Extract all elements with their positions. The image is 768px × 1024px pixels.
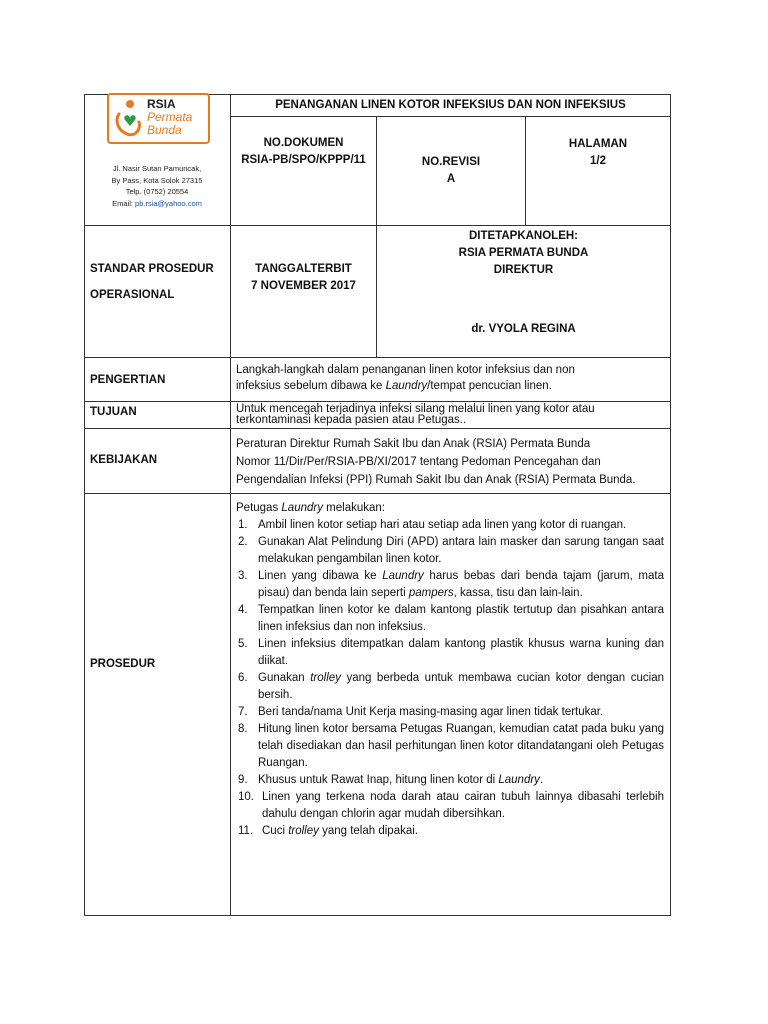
table-border (84, 493, 671, 494)
step-text: Gunakan (258, 672, 311, 684)
issue-date-cell (231, 261, 376, 295)
address-phone: Telp. (0752) 20554 (125, 187, 189, 196)
procedure-step (236, 704, 664, 721)
step-text: , kassa, tisu dan lain-lain. (453, 587, 583, 599)
address-line: By Pass, Kota Solok 27315 (111, 175, 203, 185)
text-emphasis: trolley (310, 672, 341, 684)
document-title: PENANGANAN LINEN KOTOR INFEKSIUS DAN NON INFEKSIUS (275, 99, 626, 111)
sop-label-line: OPERASIONAL (90, 289, 175, 301)
procedure-step (236, 823, 664, 840)
step-number: 4. (238, 604, 248, 616)
tujuan-line: terkontaminasi kepada pasien atau Petugas.. (236, 414, 467, 426)
text-emphasis: Laundry (382, 570, 424, 582)
table-border (84, 225, 671, 226)
address-line: Jl. Nasir Sutan Pamuncak, (112, 164, 202, 173)
kebijakan-line: Peraturan Direktur Rumah Sakit Ibu dan Anak (RSIA) Permata Bunda (236, 438, 591, 450)
doc-number-label: NO.DOKUMEN (263, 137, 344, 149)
procedure-step (236, 534, 664, 568)
approved-name: dr. VYOLA REGINA (471, 323, 576, 335)
procedure-step (236, 789, 664, 823)
logo-permata-text: Permata (147, 110, 193, 124)
tujuan-label: TUJUAN (90, 406, 137, 418)
text-span: /tempat pencucian linen. (427, 380, 552, 392)
logo-rsia-text: RSIA (147, 97, 176, 111)
step-text: yang berbeda untuk membawa cucian kotor dengan cucian bersih. (258, 672, 664, 701)
step-text: Tempatkan linen kotor ke dalam kantong plastik tertutup dan pisahkan antara linen infeksius dan non infeksius. (258, 604, 664, 633)
step-number: 3. (238, 570, 248, 582)
step-text: Gunakan Alat Pelindung Diri (APD) antara lain masker dan sarung tangan saat melakukan pengambilan linen kotor. (258, 536, 664, 565)
pengertian-line (236, 378, 664, 394)
procedure-step (236, 721, 664, 772)
table-border-bottom (84, 915, 671, 916)
approved-role: DIREKTUR (493, 264, 554, 276)
kebijakan-line: Nomor 11/Dir/Per/RSIA-PB/XI/2017 tentang Pedoman Pencegahan dan (236, 456, 601, 468)
step-text: yang telah dipakai. (318, 825, 418, 837)
sop-label-line: STANDAR PROSEDUR (90, 263, 214, 275)
text-emphasis: Laundry (281, 502, 323, 514)
procedure-step (236, 772, 664, 789)
step-text: harus bebas dari benda tajam (jarum, mata pisau) dan benda lain seperti (258, 570, 664, 599)
approved-by-label: DITETAPKANOLEH: (468, 230, 579, 242)
table-border-left (84, 94, 85, 916)
pengertian-label: PENGERTIAN (90, 374, 166, 386)
table-border (230, 94, 231, 916)
pengertian-text (236, 362, 664, 394)
table-border (84, 357, 671, 358)
table-border (84, 428, 671, 429)
step-text: Beri tanda/nama Unit Kerja masing-masing agar linen tidak tertukar. (258, 706, 604, 718)
step-number: 7. (238, 706, 248, 718)
step-text: Khusus untuk Rawat Inap, hitung linen kotor di (258, 774, 499, 786)
revision-cell (377, 154, 525, 188)
email-label: Email: (112, 198, 136, 208)
table-border (230, 116, 671, 117)
tujuan-text (236, 404, 664, 426)
step-text: . (539, 774, 544, 786)
issue-date-label: TANGGALTERBIT (255, 263, 352, 275)
text-emphasis: Laundry (498, 774, 540, 786)
sop-label (90, 261, 228, 304)
step-number: 8. (238, 723, 248, 735)
procedure-step (236, 602, 664, 636)
kebijakan-text (236, 435, 664, 489)
doc-number-cell (231, 135, 376, 169)
step-text: Linen yang dibawa ke (258, 570, 383, 582)
procedure-step (236, 636, 664, 670)
text-emphasis: Laundry (385, 380, 428, 392)
step-text: Linen yang terkena noda darah atau cairan tubuh lainnya dibasahi terlebih dahulu dengan chlorin agar mudah dibersihkan. (262, 791, 664, 820)
step-number: 11. (238, 825, 254, 837)
logo-bunda-text: Bunda (147, 123, 182, 137)
step-text: Cuci (262, 825, 289, 837)
page-value: 1/2 (590, 155, 606, 167)
text-span: melakukan: (322, 502, 385, 514)
revision-label: NO.REVISI (421, 156, 481, 168)
prosedur-label: PROSEDUR (90, 658, 156, 670)
step-number: 2. (238, 536, 248, 548)
table-border (525, 116, 526, 226)
tujuan-line: Untuk mencegah terjadinya infeksi silang melalui linen yang kotor atau (236, 403, 595, 415)
kebijakan-line: Pengendalian Infeksi (PPI) Rumah Sakit Ibu dan Anak (RSIA) Permata Bunda. (236, 474, 636, 486)
hospital-logo (107, 93, 210, 144)
step-number: 9. (238, 774, 248, 786)
procedure-steps (236, 517, 664, 840)
step-number: 1. (238, 519, 248, 531)
step-number: 10. (238, 791, 254, 803)
pengertian-line: Langkah-langkah dalam penanganan linen kotor infeksius dan non (236, 364, 575, 376)
email-link[interactable]: pb.rsia@yahoo.com (135, 198, 202, 208)
step-number: 6. (238, 672, 248, 684)
prosedur-intro (236, 500, 664, 517)
mother-child-logo-icon (113, 98, 145, 138)
approval-cell (377, 228, 670, 338)
doc-number-value: RSIA-PB/SPO/KPPP/11 (241, 154, 366, 166)
procedure-step (236, 670, 664, 704)
page-cell (526, 136, 670, 170)
prosedur-text (236, 500, 664, 840)
revision-value: A (446, 173, 456, 185)
text-emphasis: pampers (408, 587, 454, 599)
procedure-step (236, 568, 664, 602)
page-label: HALAMAN (568, 138, 628, 150)
table-border (84, 401, 671, 402)
step-text: Ambil linen kotor setiap hari atau setiap ada linen yang kotor di ruangan. (258, 519, 627, 531)
step-text: Hitung linen kotor bersama Petugas Ruangan, kemudian catat pada buku yang telah disediakan dan hasil perhitungan linen kotor ditandatangani oleh Petugas Ruangan. (258, 723, 664, 769)
address-email (86, 198, 228, 210)
step-text: Linen infeksius ditempatkan dalam kantong plastik khusus warna kuning dan diikat. (258, 638, 664, 667)
procedure-step (236, 517, 664, 534)
issue-date-value: 7 NOVEMBER 2017 (251, 280, 356, 292)
text-span: infeksius sebelum dibawa ke (236, 380, 386, 392)
text-span: Petugas (236, 502, 282, 514)
approved-org: RSIA PERMATA BUNDA (458, 247, 589, 259)
kebijakan-label: KEBIJAKAN (90, 454, 158, 466)
table-border-right (670, 94, 671, 916)
step-number: 5. (238, 638, 248, 650)
hospital-address (86, 163, 228, 209)
text-emphasis: trolley (288, 825, 319, 837)
